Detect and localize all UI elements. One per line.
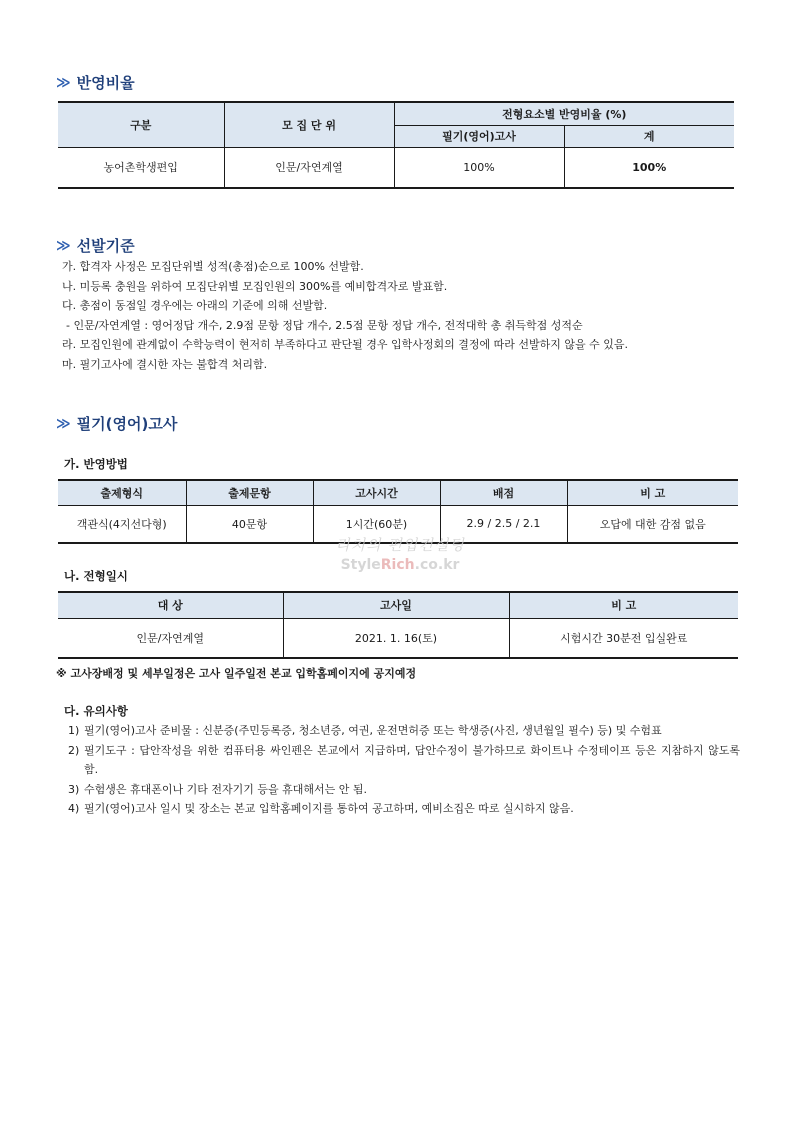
section-title-ratio <box>56 72 135 93</box>
notice-text: ※ 고사장배정 및 세부일정은 고사 일주일전 본교 입학홈페이지에 공지예정 <box>56 667 417 680</box>
schedule-title: 나. 전형일시 <box>64 569 128 583</box>
method-cell-time: 1시간(60분) <box>313 505 440 543</box>
schedule-cell-target: 인문/자연계열 <box>58 618 283 658</box>
ratio-header-category: 구분 <box>58 102 224 147</box>
method-title: 가. 반영방법 <box>64 457 128 471</box>
precautions-title: 다. 유의사항 <box>64 704 128 718</box>
list-item-number: 2) <box>68 743 80 757</box>
method-cell-format: 객관식(4지선다형) <box>58 505 186 543</box>
list-item-text: 필기(영어)고사 일시 및 장소는 본교 입학홈페이지를 통하여 공고하며, 예비소집은 따로 실시하지 않음. <box>84 802 574 815</box>
section-title-selection-text: 선발기준 <box>76 237 135 255</box>
chevron-icon: ≫ <box>56 74 69 91</box>
ratio-header-unit: 모 집 단 위 <box>224 102 394 147</box>
precautions-list <box>68 721 740 819</box>
section-title-exam-text: 필기(영어)고사 <box>76 415 178 433</box>
method-header-score: 배점 <box>440 480 567 505</box>
schedule-table <box>58 591 738 659</box>
ratio-cell-written: 100% <box>394 147 564 188</box>
ratio-header-total: 계 <box>564 125 734 147</box>
table-row <box>58 618 738 658</box>
list-item <box>68 741 740 780</box>
list-item-text: 수험생은 휴대폰이나 기타 전자기기 등을 휴대해서는 안 됨. <box>84 782 367 796</box>
method-cell-remark: 오답에 대한 감점 없음 <box>567 505 738 543</box>
section-title-exam <box>56 413 177 434</box>
method-cell-items: 40문항 <box>186 505 313 543</box>
selection-criteria-list <box>62 257 628 374</box>
section-title-ratio-text: 반영비율 <box>76 74 135 92</box>
list-item-number: 4) <box>68 802 80 815</box>
schedule-cell-date: 2021. 1. 16(토) <box>283 618 509 658</box>
chevron-icon: ≫ <box>56 237 69 254</box>
list-item: 가. 합격자 사정은 모집단위별 성적(총점)순으로 100% 선발함. <box>62 260 364 273</box>
schedule-header-date: 고사일 <box>283 592 509 618</box>
schedule-header-target: 대 상 <box>58 592 283 618</box>
watermark <box>320 534 480 573</box>
watermark-brand <box>320 557 480 573</box>
method-cell-score: 2.9 / 2.5 / 2.1 <box>440 505 567 543</box>
ratio-table <box>58 101 734 189</box>
table-row <box>58 147 734 188</box>
list-item: 나. 미등록 충원을 위하여 모집단위별 모집인원의 300%를 예비합격자로 발표함. <box>62 279 448 293</box>
section-title-selection <box>56 235 135 256</box>
schedule-cell-remark: 시험시간 30분전 입실완료 <box>509 618 738 658</box>
method-header-remark: 비 고 <box>567 480 738 505</box>
ratio-cell-unit: 인문/자연계열 <box>224 147 394 188</box>
method-header-format: 출제형식 <box>58 480 186 505</box>
list-item: 다. 총점이 동점일 경우에는 아래의 기준에 의해 선발함. <box>62 299 328 312</box>
list-item-text: 필기도구 : 답안작성을 위한 컴퓨터용 싸인펜은 본교에서 지급하며, 답안수정이 불가하므로 화이트나 수정테이프 등은 지참하지 않도록 함. <box>84 743 740 776</box>
list-item: 마. 필기고사에 결시한 자는 불합격 처리함. <box>62 357 268 371</box>
list-item <box>68 721 740 741</box>
list-item: 라. 모집인원에 관계없이 수학능력이 현저히 부족하다고 판단될 경우 입학사정회의 결정에 따라 선발하지 않을 수 있음. <box>62 338 628 351</box>
watermark-line1: 리치의 편입컨설팅 <box>335 536 465 554</box>
method-header-items: 출제문항 <box>186 480 313 505</box>
schedule-header-remark: 비 고 <box>509 592 738 618</box>
ratio-cell-total: 100% <box>564 147 734 188</box>
list-item-text: 필기(영어)고사 준비물 : 신분증(주민등록증, 청소년증, 여권, 운전면허증 또는 학생증(사진, 생년월일 필수) 등) 및 수험표 <box>84 724 662 737</box>
ratio-header-group: 전형요소별 반영비율 (%) <box>394 102 734 125</box>
list-item <box>68 799 740 819</box>
ratio-cell-category: 농어촌학생편입 <box>58 147 224 188</box>
method-header-time: 고사시간 <box>313 480 440 505</box>
list-item-number: 3) <box>68 782 80 796</box>
watermark-brand-c: .co.kr <box>414 557 460 573</box>
watermark-brand-b: Rich <box>380 557 415 573</box>
list-item <box>68 780 740 800</box>
chevron-icon: ≫ <box>56 415 69 432</box>
ratio-header-written: 필기(영어)고사 <box>394 125 564 147</box>
list-item: - 인문/자연계열 : 영어정답 개수, 2.9점 문항 정답 개수, 2.5점 문항 정답 개수, 전적대학 총 취득학점 성적순 <box>66 318 583 332</box>
watermark-brand-a: Style <box>340 557 381 573</box>
list-item-number: 1) <box>68 724 80 737</box>
